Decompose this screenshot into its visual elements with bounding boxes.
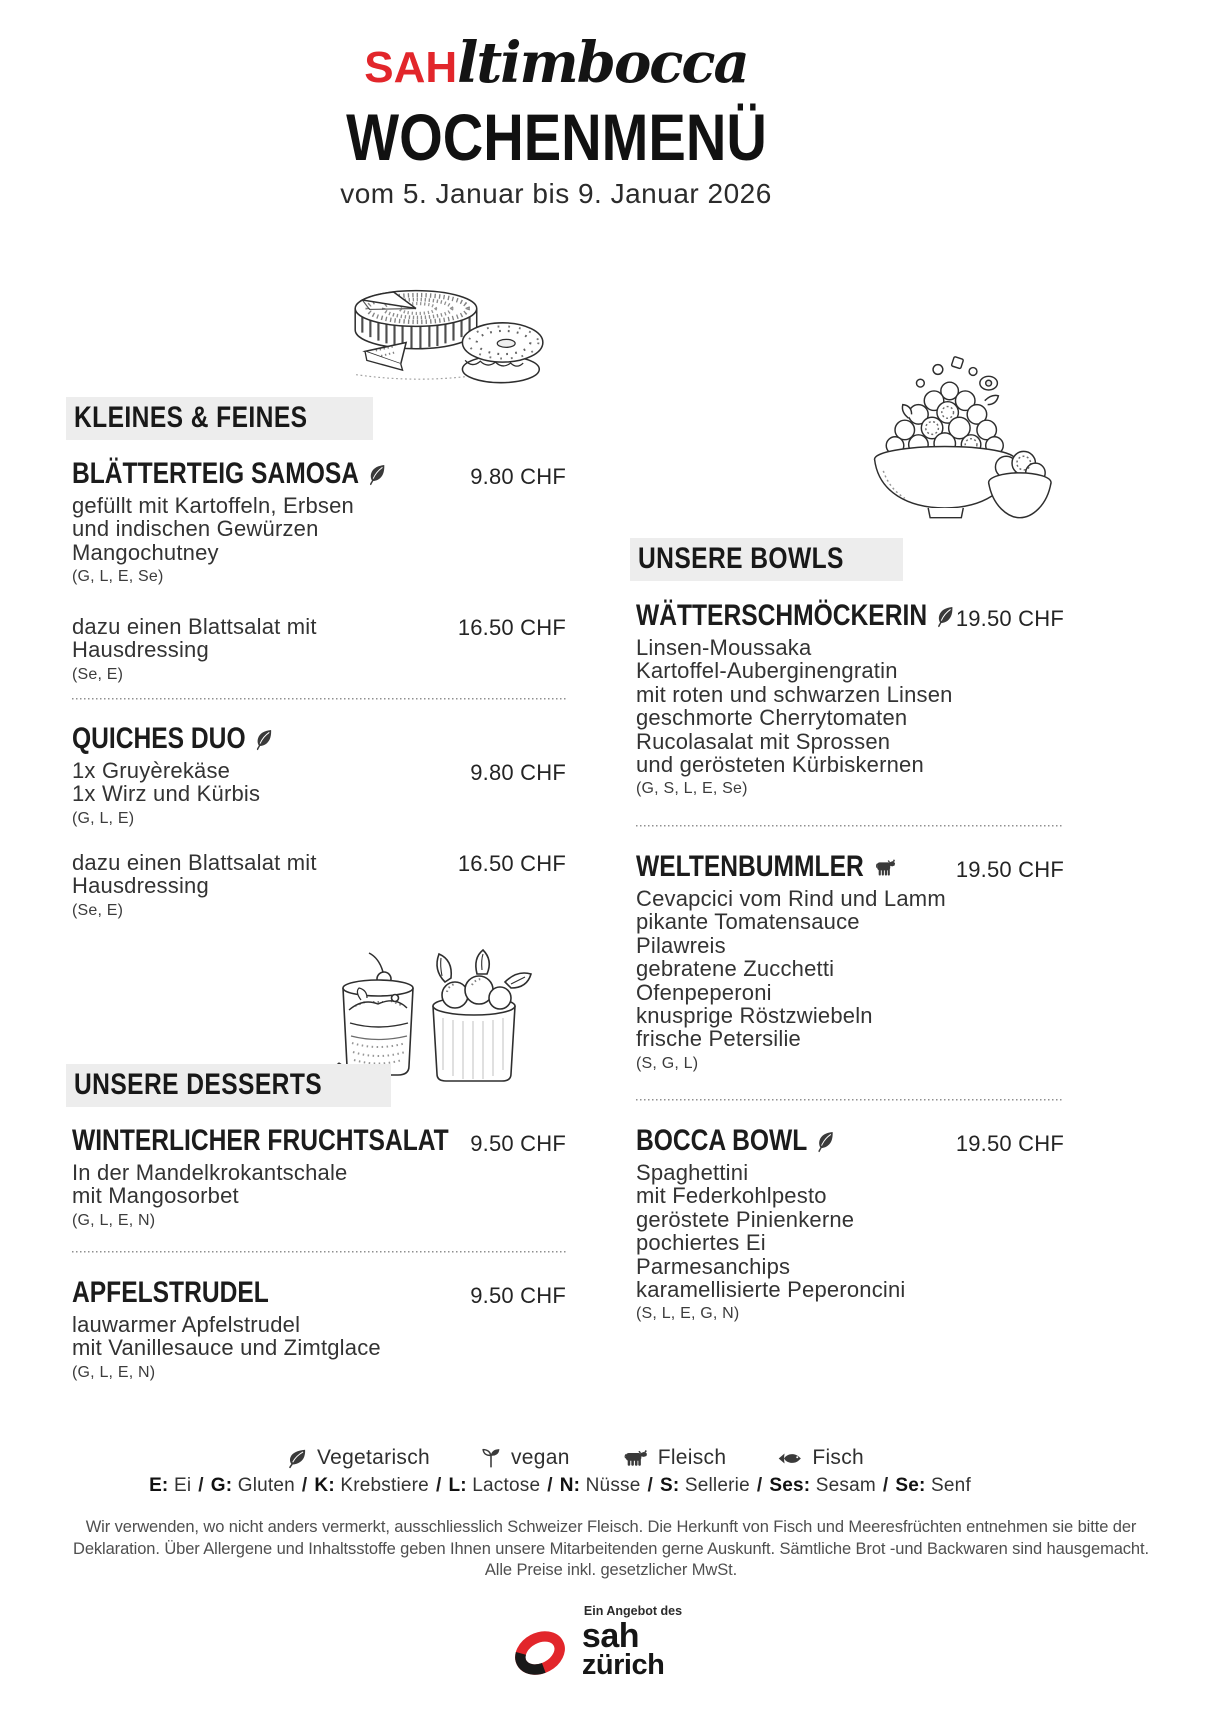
item-price: 19.50 CHF	[955, 606, 1064, 631]
menu-item-waetterschmoeckerin	[636, 601, 1064, 799]
quiche-sandwich-illustration	[340, 258, 550, 418]
brand-script: ltimbocca	[457, 30, 748, 96]
allergen-separator: /	[435, 1475, 442, 1496]
menu-item-blaetterteig-samosa	[72, 459, 566, 587]
legend-fleisch	[620, 1446, 727, 1470]
restaurant-logo	[0, 30, 1112, 96]
item-desc-line: lauwarmer Apfelstrudel	[72, 1312, 301, 1337]
bowls-illustration	[852, 350, 1057, 545]
item-desc-line: Rucolasalat mit Sprossen	[636, 728, 891, 754]
item-desc-line: geröstete Pinienkerne	[636, 1206, 855, 1232]
allergen-label: Ei	[173, 1475, 192, 1496]
fish-icon	[776, 1450, 803, 1467]
item-desc-line: mit Mangosorbet	[72, 1183, 239, 1209]
brand-prefix: SAH	[364, 43, 458, 92]
item-desc-line: dazu einen Blattsalat mit	[72, 614, 317, 639]
dotted-divider	[72, 698, 566, 700]
item-title: WELTENBUMMLER	[636, 850, 864, 883]
item-title: WÄTTERSCHMÖCKERIN	[636, 599, 928, 632]
leaf-icon	[935, 604, 955, 628]
allergen-code: Se:	[895, 1475, 926, 1496]
disclaimer-line: Wir verwenden, wo nicht anders vermerkt, ausschliesslich Schweizer Fleisch. Die Herkunft von Fisch und Meeresfrüchten entnehmen sie bitte der	[85, 1518, 1137, 1536]
dotted-divider	[636, 825, 1064, 827]
allergen-code: Ses:	[769, 1475, 811, 1496]
item-desc-line: mit roten und schwarzen Linsen	[636, 681, 953, 707]
legend-vegan	[480, 1446, 570, 1470]
dotted-divider	[636, 1099, 1064, 1101]
legend-label: Fisch	[812, 1446, 865, 1469]
allergen-code: L:	[448, 1475, 467, 1496]
item-allergens: (Se, E)	[72, 901, 124, 919]
legend-fisch	[776, 1446, 864, 1470]
dotted-divider	[72, 1251, 566, 1253]
item-desc-line: und gerösteten Kürbiskernen	[636, 752, 924, 778]
legend-label: Fleisch	[657, 1446, 727, 1469]
allergen-code: E:	[149, 1475, 169, 1496]
brand-o-icon	[508, 1622, 572, 1689]
allergen-separator: /	[756, 1475, 763, 1496]
item-price: 19.50 CHF	[955, 857, 1064, 882]
item-price: 9.50 CHF	[470, 1131, 566, 1156]
legend-label: vegan	[511, 1446, 570, 1469]
page-title: WOCHENMENÜ	[345, 100, 767, 174]
item-price: 9.80 CHF	[470, 760, 566, 785]
allergen-label: Nüsse	[585, 1475, 641, 1496]
cow-icon	[872, 857, 897, 878]
item-desc-line: dazu einen Blattsalat mit	[72, 850, 317, 875]
menu-item-weltenbummler	[636, 852, 1064, 1074]
section-header-unsere-bowls: UNSERE BOWLS	[630, 538, 903, 581]
item-desc-line: Kartoffel-Auberginengratin	[636, 658, 898, 684]
sah-zuerich-logo	[0, 1604, 1190, 1689]
menu-item-apfelstrudel	[72, 1278, 566, 1383]
item-title: BLÄTTERTEIG SAMOSA	[72, 457, 359, 490]
item-desc-line: Pilawreis	[636, 932, 726, 958]
item-allergens: (S, G, L)	[636, 1054, 699, 1072]
allergen-code: G:	[210, 1475, 233, 1496]
allergen-separator: /	[647, 1475, 653, 1496]
allergen-label: Gluten	[237, 1475, 295, 1496]
item-desc-line: Mangochutney	[72, 539, 219, 565]
allergen-separator: /	[882, 1475, 889, 1496]
item-desc-line: pochiertes Ei	[636, 1230, 766, 1256]
item-allergens: (G, S, L, E, Se)	[636, 780, 748, 798]
allergen-code: K:	[314, 1475, 335, 1496]
item-title: QUICHES DUO	[72, 722, 246, 755]
leaf-icon	[815, 1129, 835, 1153]
allergen-label: Lactose	[472, 1475, 541, 1496]
item-desc-line: knusprige Röstzwiebeln	[636, 1003, 873, 1029]
item-desc-line: Cevapcici vom Rind und Lamm	[636, 886, 946, 911]
item-desc-line: Hausdressing	[72, 873, 209, 899]
item-title: BOCCA BOWL	[636, 1124, 808, 1157]
section-header-kleines-feines: KLEINES & FEINES	[66, 397, 373, 440]
legend-label: Vegetarisch	[316, 1446, 430, 1469]
item-desc-line: pikante Tomatensauce	[636, 909, 860, 935]
menu-item-quiches-salat	[72, 851, 566, 921]
allergen-key	[0, 1475, 1120, 1497]
item-desc-line: gebratene Zucchetti	[636, 956, 835, 982]
item-title: APFELSTRUDEL	[72, 1276, 269, 1309]
item-desc-line: und indischen Gewürzen	[72, 516, 319, 542]
leaf-icon	[367, 462, 387, 486]
item-desc-line: Linsen-Moussaka	[636, 635, 812, 660]
item-desc-line: In der Mandelkrokantschale	[72, 1160, 348, 1185]
allergen-code: N:	[559, 1475, 581, 1496]
allergen-label: Senf	[931, 1475, 971, 1496]
logo-line2: zürich	[581, 1649, 665, 1681]
cow-icon	[620, 1448, 649, 1468]
allergen-separator: /	[301, 1475, 308, 1496]
item-desc-line: Spaghettini	[636, 1160, 749, 1185]
menu-item-bocca-bowl	[636, 1126, 1064, 1324]
item-desc-line: karamellisierte Peperoncini	[636, 1277, 906, 1303]
item-desc-line: geschmorte Cherrytomaten	[636, 705, 908, 731]
item-allergens: (G, L, E, Se)	[72, 568, 164, 586]
item-allergens: (G, L, E)	[72, 809, 135, 827]
leaf-icon	[286, 1447, 308, 1469]
logo-line1: sah	[581, 1617, 640, 1655]
item-price: 16.50 CHF	[457, 615, 566, 640]
menu-item-winterlicher-fruchtsalat	[72, 1126, 566, 1231]
item-desc-line: Hausdressing	[72, 637, 209, 663]
disclaimer-line: Deklaration. Über Allergene und Inhaltsstoffe geben Ihnen unsere Mitarbeitenden gerne Auskunft. Sämtliche Brot -und Backwaren sind hausgemacht.	[73, 1539, 1149, 1558]
item-price: 9.50 CHF	[470, 1283, 566, 1308]
allergen-separator: /	[198, 1475, 204, 1496]
item-allergens: (G, L, E, N)	[72, 1363, 156, 1381]
item-price: 19.50 CHF	[955, 1131, 1064, 1156]
legend-vegetarisch	[286, 1446, 430, 1470]
allergen-code: S:	[659, 1475, 680, 1496]
item-desc-line: 1x Wirz und Kürbis	[72, 781, 261, 807]
item-desc-line: mit Vanillesauce und Zimtglace	[72, 1335, 381, 1361]
allergen-label: Sellerie	[684, 1475, 750, 1496]
item-desc-line: mit Federkohlpesto	[636, 1183, 827, 1209]
sprout-icon	[480, 1447, 502, 1469]
item-desc-line: 1x Gruyèrekäse	[72, 758, 231, 783]
allergen-separator: /	[547, 1475, 553, 1496]
leaf-icon	[254, 727, 274, 751]
item-title: WINTERLICHER FRUCHTSALAT	[72, 1124, 449, 1157]
item-allergens: (Se, E)	[72, 665, 124, 683]
disclaimer-line: Alle Preise inkl. gesetzlicher MwSt.	[484, 1561, 738, 1579]
item-desc-line: Ofenpeperoni	[636, 979, 772, 1005]
item-allergens: (S, L, E, G, N)	[636, 1305, 740, 1323]
disclaimer	[31, 1517, 1191, 1582]
item-price: 16.50 CHF	[457, 851, 566, 876]
logo-tagline: Ein Angebot des	[583, 1604, 683, 1618]
date-range: vom 5. Januar bis 9. Januar 2026	[340, 178, 772, 209]
menu-item-quiches-duo	[72, 724, 566, 829]
item-allergens: (G, L, E, N)	[72, 1211, 156, 1229]
item-desc-line: frische Petersilie	[636, 1026, 801, 1052]
diet-legend	[0, 1446, 1150, 1470]
allergen-label: Krebstiere	[340, 1475, 429, 1496]
section-header-unsere-desserts: UNSERE DESSERTS	[66, 1064, 391, 1107]
item-price: 9.80 CHF	[470, 464, 566, 489]
item-desc-line: gefüllt mit Kartoffeln, Erbsen	[72, 493, 354, 518]
allergen-label: Sesam	[815, 1475, 876, 1496]
item-desc-line: Parmesanchips	[636, 1253, 791, 1279]
menu-item-samosa-salat	[72, 615, 566, 685]
